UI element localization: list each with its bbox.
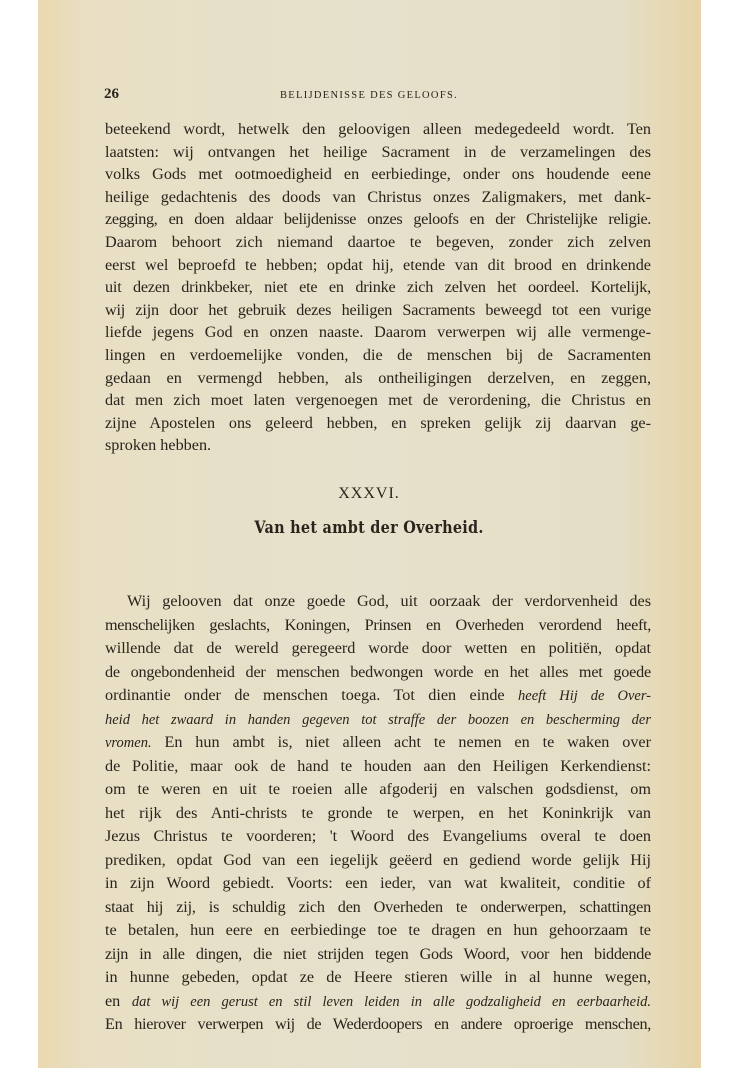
text-line: heilige gedachtenis des doods van Christus onzes Zaligmakers, met dank- bbox=[105, 187, 651, 206]
text-run: ordinantie onder de menschen toega. Tot dien einde bbox=[105, 686, 519, 704]
text-line: in zijn Woord gebiedt. Voorts: een ieder, van wat kwaliteit, conditie of bbox=[105, 874, 651, 892]
text-line: willende dat de wereld geregeerd worde door wetten en politiën, opdat bbox=[105, 639, 651, 657]
text-line: volks Gods met ootmoedigheid en eerbiedinge, onder ons houdende eene bbox=[105, 165, 651, 184]
text-line: gedaan en vermengd hebben, als ontheiligingen derzelven, en zeggen, bbox=[105, 368, 651, 387]
text-line: eerst wel beproefd te hebben; opdat hij, etende van dit brood en drinkende bbox=[105, 255, 651, 274]
article-number: XXXVI. bbox=[338, 485, 400, 502]
italic-run: dat wij een gerust en stil leven leiden in alle godzaligheid en eerbaarheid. bbox=[131, 993, 651, 1010]
text-run: en bbox=[105, 991, 132, 1010]
running-title: BELIJDENISSE DES GELOOFS. bbox=[279, 90, 459, 101]
text-line: staat hij zij, is schuldig zich den Overheden te onderwerpen, schattingen bbox=[105, 897, 651, 916]
text-line: uit dezen drinkbeker, niet ete en drinke zich zelven het oordeel. Kortelijk, bbox=[105, 278, 651, 297]
text-line: liefde jegens God en onzen naaste. Daarom verwerpen wij alle vermenge- bbox=[105, 323, 651, 342]
text-line: lingen en verdoemelijke vonden, die de menschen bij de Sacramenten bbox=[105, 345, 651, 364]
text-line: in hunne gebeden, opdat ze de Heere stieren wille in al hunne wegen, bbox=[105, 968, 651, 986]
text-line: En hierover verwerpen wij de Wederdoopers en andere oproerige menschen, bbox=[105, 1015, 651, 1033]
italic-run: heeft Hij de Over- bbox=[518, 688, 651, 704]
text-line: zegging, en doen aldaar belijdenisse onzes geloofs en der Christelijke religie. bbox=[105, 210, 651, 229]
text-line bbox=[105, 990, 651, 1014]
text-line bbox=[105, 684, 651, 708]
text-line: sproken hebben. bbox=[105, 436, 212, 455]
text-line: Daarom behoort zich niemand daartoe te begeven, zonder zich zelven bbox=[105, 232, 651, 251]
text-line: om te weren en uit te roeien alle afgoderij en valschen godsdienst, om bbox=[105, 780, 651, 798]
text-line: de Politie, maar ook de hand te houden aan den Heiligen Kerkendienst: bbox=[105, 756, 651, 775]
text-line: de ongebondenheid der menschen bedwongen worde en het alles met goede bbox=[105, 662, 651, 681]
text-line: Wij gelooven dat onze goede God, uit oorzaak der verdorvenheid des bbox=[127, 592, 651, 610]
text-line: laatsten: wij ontvangen het heilige Sacrament in de verzamelingen des bbox=[105, 142, 651, 161]
page-number: 26 bbox=[104, 86, 119, 102]
article-title: Van het ambt der Overheid. bbox=[254, 518, 484, 538]
text-line bbox=[105, 708, 651, 732]
text-line: zijn in alle dingen, die niet strijden tegen Gods Woord, voor hen biddende bbox=[105, 944, 651, 963]
text-run: En hun ambt is, niet alleen acht te nemen en te waken over bbox=[151, 733, 651, 751]
text-line: prediken, opdat God van een iegelijk geëerd en gediend worde gelijk Hij bbox=[105, 850, 651, 869]
text-line: wij zijn door het gebruik dezes heiligen Sacraments beweegd tot een vurige bbox=[105, 300, 651, 319]
italic-run: heid het zwaard in handen gegeven tot straffe der boozen en bescherming der bbox=[105, 711, 651, 728]
text-line: dat men zich moet laten vergenoegen met de verordening, die Christus en bbox=[105, 391, 651, 410]
text-line: zijne Apostelen ons geleerd hebben, en spreken gelijk zij daarvan ge- bbox=[105, 413, 651, 432]
paragraph-article-36 bbox=[105, 590, 651, 1037]
text-line: het rijk des Anti-christs te gronde te werpen, en het Koninkrijk van bbox=[105, 803, 651, 822]
paragraph-article-35-end bbox=[105, 118, 651, 457]
text-line: te betalen, hun eere en eerbiedinge toe te dragen en hun gehoorzaam te bbox=[105, 921, 651, 939]
text-line: beteekend wordt, hetwelk den geloovigen alleen medegedeeld wordt. Ten bbox=[105, 120, 651, 138]
text-line bbox=[105, 731, 651, 755]
text-line: menschelijken geslachts, Koningen, Prinsen en Overheden verordend heeft, bbox=[105, 615, 651, 634]
italic-run: vromen. bbox=[105, 735, 152, 751]
text-line: Jezus Christus te voorderen; 't Woord des Evangeliums overal te doen bbox=[105, 827, 651, 845]
